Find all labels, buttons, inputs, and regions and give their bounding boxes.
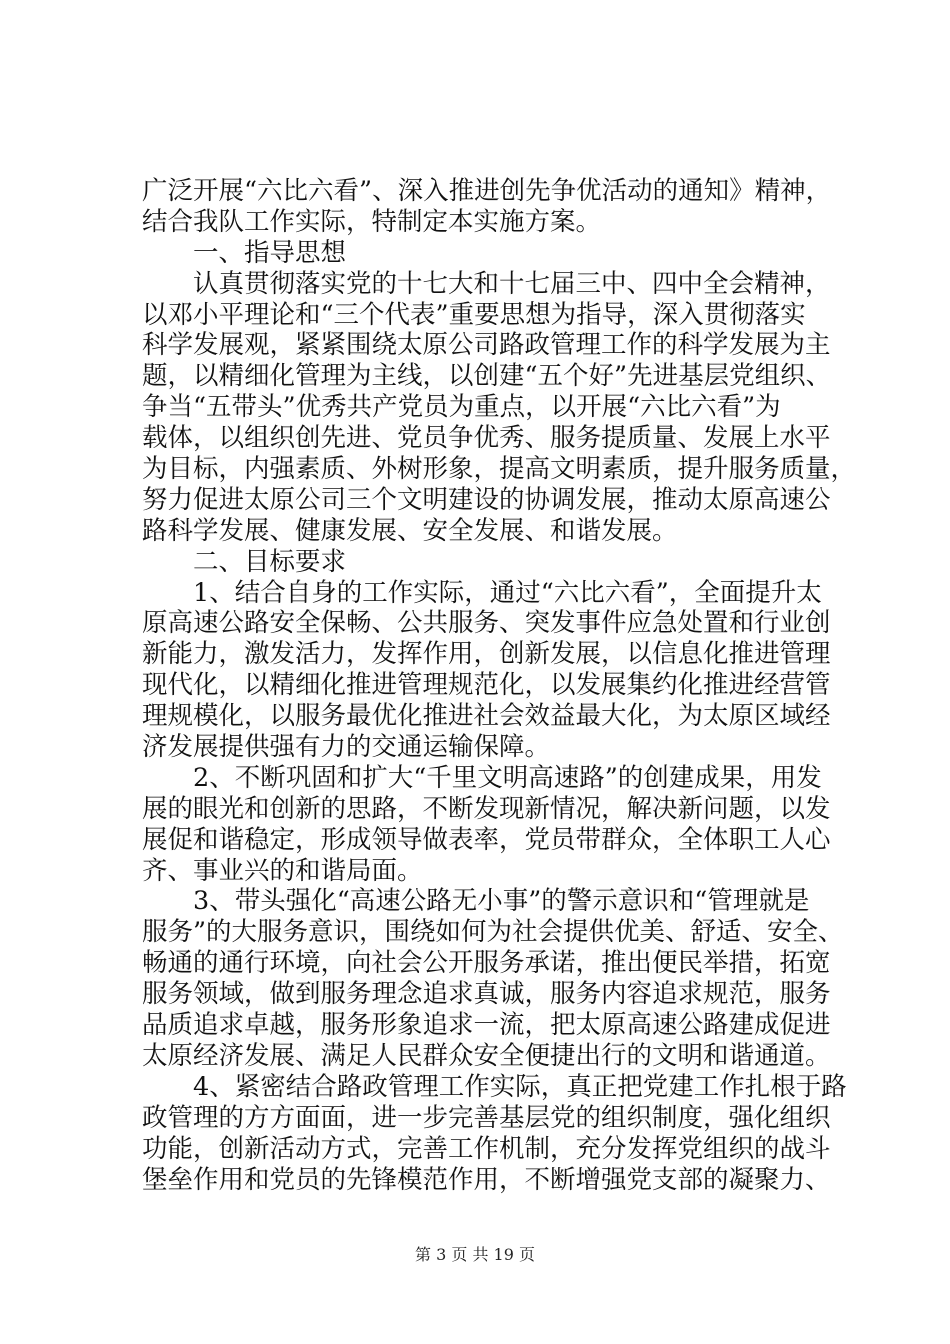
text-line: 原高速公路安全保畅、公共服务、突发事件应急处置和行业创 [142,608,831,639]
text-line: 堡垒作用和党员的先锋模范作用，不断增强党支部的凝聚力、 [142,1164,831,1195]
text-line: 题，以精细化管理为主线，以创建“五个好”先进基层党组织、 [142,361,832,392]
text-line: 济发展提供强有力的交通运输保障。 [142,732,551,763]
text-line: 2、不断巩固和扩大“千里文明高速路”的创建成果，用发 [142,762,822,793]
text-line: 广泛开展“六比六看”、深入推进创先争优活动的通知》精神， [142,176,832,206]
text-line: 科学发展观，紧紧围绕太原公司路政管理工作的科学发展为主 [142,330,831,361]
text-line: 功能，创新活动方式，完善工作机制，充分发挥党组织的战斗 [142,1133,831,1164]
text-line: 品质追求卓越，服务形象追求一流，把太原高速公路建成促进 [142,1010,831,1041]
text-line: 政管理的方方面面，进一步完善基层党的组织制度，强化组织 [142,1102,831,1133]
text-line: 结合我队工作实际，特制定本实施方案。 [142,206,602,237]
text-line: 3、带头强化“高速公路无小事”的警示意识和“管理就是 [142,886,810,917]
text-line: 努力促进太原公司三个文明建设的协调发展，推动太原高速公 [142,484,831,515]
text-line: 争当“五带头”优秀共产党员为重点，以开展“六比六看”为 [142,392,781,423]
text-line: 服务”的大服务意识，围绕如何为社会提供优美、舒适、安全、 [142,917,844,948]
text-line: 齐、事业兴的和谐局面。 [142,855,423,886]
text-line: 路科学发展、健康发展、安全发展、和谐发展。 [142,515,678,546]
text-line: 认真贯彻落实党的十七大和十七届三中、四中全会精神， [142,268,831,299]
text-line: 载体，以组织创先进、党员争优秀、服务提质量、发展上水平 [142,423,831,454]
text-line: 一、指导思想 [142,237,347,268]
text-line: 展促和谐稳定，形成领导做表率，党员带群众，全体职工人心 [142,824,831,855]
text-line: 为目标，内强素质、外树形象，提高文明素质，提升服务质量， [142,454,857,485]
text-line: 展的眼光和创新的思路，不断发现新情况，解决新问题，以发 [142,793,831,824]
text-line: 新能力，激发活力，发挥作用，创新发展，以信息化推进管理 [142,639,831,670]
text-line: 现代化，以精细化推进管理规范化，以发展集约化推进经营管 [142,670,831,701]
text-line: 1、结合自身的工作实际，通过“六比六看”，全面提升太 [142,577,822,608]
text-line: 以邓小平理论和“三个代表”重要思想为指导，深入贯彻落实 [142,299,806,330]
text-line: 4、紧密结合路政管理工作实际，真正把党建工作扎根于路 [142,1071,847,1102]
text-line: 服务领域，做到服务理念追求真诚，服务内容追求规范，服务 [142,979,831,1010]
page-footer: 第 3 页 共 19 页 [415,1245,535,1264]
document-body [142,176,857,1195]
text-line: 太原经济发展、满足人民群众安全便捷出行的文明和谐通道。 [142,1040,831,1071]
text-line: 二、目标要求 [142,546,347,577]
text-line: 理规模化，以服务最优化推进社会效益最大化，为太原区域经 [142,701,831,732]
text-line: 畅通的通行环境，向社会公开服务承诺，推出便民举措，拓宽 [142,948,831,979]
